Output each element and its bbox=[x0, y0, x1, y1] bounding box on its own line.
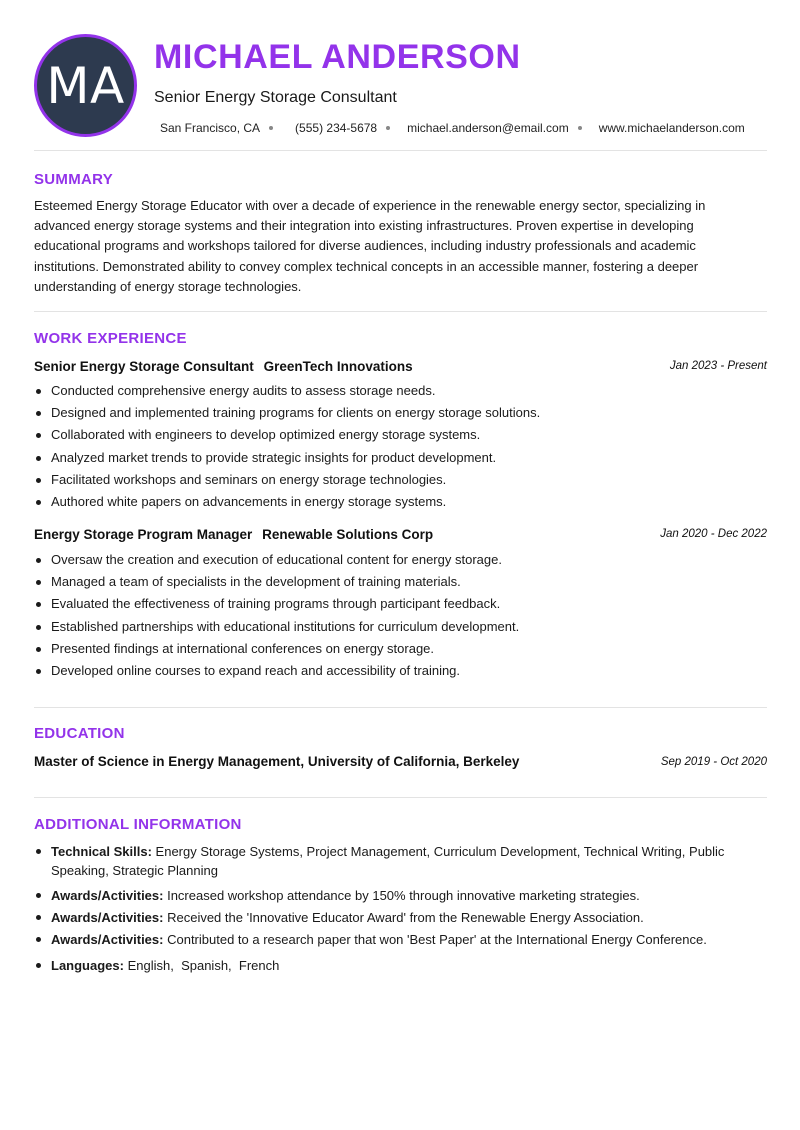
contact-website[interactable]: www.michaelanderson.com bbox=[598, 121, 745, 135]
list-item: Designed and implemented training programs for clients on energy storage solutions. bbox=[34, 404, 767, 426]
divider bbox=[34, 311, 767, 312]
list-item: Conducted comprehensive energy audits to assess storage needs. bbox=[34, 382, 767, 404]
list-item: Collaborated with engineers to develop optimized energy storage systems. bbox=[34, 426, 767, 448]
separator-dot-icon bbox=[578, 126, 582, 130]
job-header bbox=[34, 527, 767, 545]
job-bullets bbox=[34, 382, 767, 515]
avatar-initials: MA bbox=[46, 56, 125, 115]
job-company: Renewable Solutions Corp bbox=[262, 527, 434, 542]
info-text: Increased workshop attendance by 150% through innovative marketing strategies. bbox=[167, 888, 640, 903]
list-item bbox=[34, 842, 767, 880]
list-item: Presented findings at international conferences on energy storage. bbox=[34, 640, 767, 662]
info-label: Awards/Activities: bbox=[51, 932, 164, 947]
list-item bbox=[34, 908, 767, 927]
info-label: Technical Skills: bbox=[51, 844, 152, 859]
additional-info-heading: ADDITIONAL INFORMATION bbox=[34, 816, 242, 833]
list-item: Oversaw the creation and execution of educational content for energy storage. bbox=[34, 551, 767, 573]
list-item: Developed online courses to expand reach and accessibility of training. bbox=[34, 662, 767, 684]
job-dates: Jan 2020 - Dec 2022 bbox=[660, 528, 767, 540]
divider bbox=[34, 150, 767, 151]
contact-location: San Francisco, CA bbox=[160, 121, 261, 135]
info-text: Received the 'Innovative Educator Award' from the Renewable Energy Association. bbox=[167, 910, 644, 925]
job-title bbox=[34, 527, 433, 542]
info-text: Energy Storage Systems, Project Management, Curriculum Development, Technical Writing, Public Speaking, Strategic Planning bbox=[51, 844, 725, 878]
list-item: Analyzed market trends to provide strategic insights for product development. bbox=[34, 449, 767, 471]
candidate-name: MICHAEL ANDERSON bbox=[154, 38, 521, 76]
list-item: Authored white papers on advancements in energy storage systems. bbox=[34, 493, 767, 515]
info-text: English, Spanish, French bbox=[127, 958, 280, 973]
list-item bbox=[34, 886, 767, 905]
education-entry bbox=[34, 754, 767, 772]
info-label: Languages: bbox=[51, 958, 124, 973]
candidate-role: Senior Energy Storage Consultant bbox=[154, 89, 397, 106]
list-item: Managed a team of specialists in the development of training materials. bbox=[34, 573, 767, 595]
summary-text: Esteemed Energy Storage Educator with over a decade of experience in the renewable energy sector, specializing in advanced energy storage systems and their integration into existing infrastructures. Proven expertise in developing educational programs and workshops tailored for diverse audiences, including industry professionals and academic institutions. Demonstrated ability to convey complex technical concepts in an accessible manner, fostering a deeper understanding of energy storage technologies. bbox=[34, 198, 706, 294]
avatar bbox=[34, 34, 137, 137]
divider bbox=[34, 797, 767, 798]
list-item bbox=[34, 930, 767, 949]
list-item: Facilitated workshops and seminars on energy storage technologies. bbox=[34, 471, 767, 493]
list-item bbox=[34, 956, 767, 975]
summary-heading: SUMMARY bbox=[34, 171, 114, 188]
contact-phone: (555) 234-5678 bbox=[295, 121, 378, 135]
job-title bbox=[34, 359, 413, 374]
info-label: Awards/Activities: bbox=[51, 910, 164, 925]
info-text: Contributed to a research paper that won 'Best Paper' at the International Energy Conference. bbox=[167, 932, 707, 947]
job-header bbox=[34, 359, 767, 377]
info-label: Awards/Activities: bbox=[51, 888, 164, 903]
job-position: Energy Storage Program Manager bbox=[34, 527, 253, 542]
contact-email[interactable]: michael.anderson@email.com bbox=[407, 121, 569, 135]
separator-dot-icon bbox=[386, 126, 390, 130]
separator-dot-icon bbox=[269, 126, 273, 130]
education-heading: EDUCATION bbox=[34, 725, 125, 742]
job-dates: Jan 2023 - Present bbox=[669, 360, 767, 372]
additional-info-list bbox=[34, 842, 767, 975]
job-bullets bbox=[34, 551, 767, 684]
work-experience-heading: WORK EXPERIENCE bbox=[34, 330, 187, 347]
list-item: Established partnerships with educational institutions for curriculum development. bbox=[34, 618, 767, 640]
job-company: GreenTech Innovations bbox=[263, 359, 413, 374]
contact-bar bbox=[160, 120, 745, 136]
list-item: Evaluated the effectiveness of training programs through participant feedback. bbox=[34, 595, 767, 617]
education-degree: Master of Science in Energy Management, University of California, Berkeley bbox=[34, 754, 520, 769]
job-position: Senior Energy Storage Consultant bbox=[34, 359, 254, 374]
education-dates: Sep 2019 - Oct 2020 bbox=[660, 756, 767, 768]
divider bbox=[34, 707, 767, 708]
